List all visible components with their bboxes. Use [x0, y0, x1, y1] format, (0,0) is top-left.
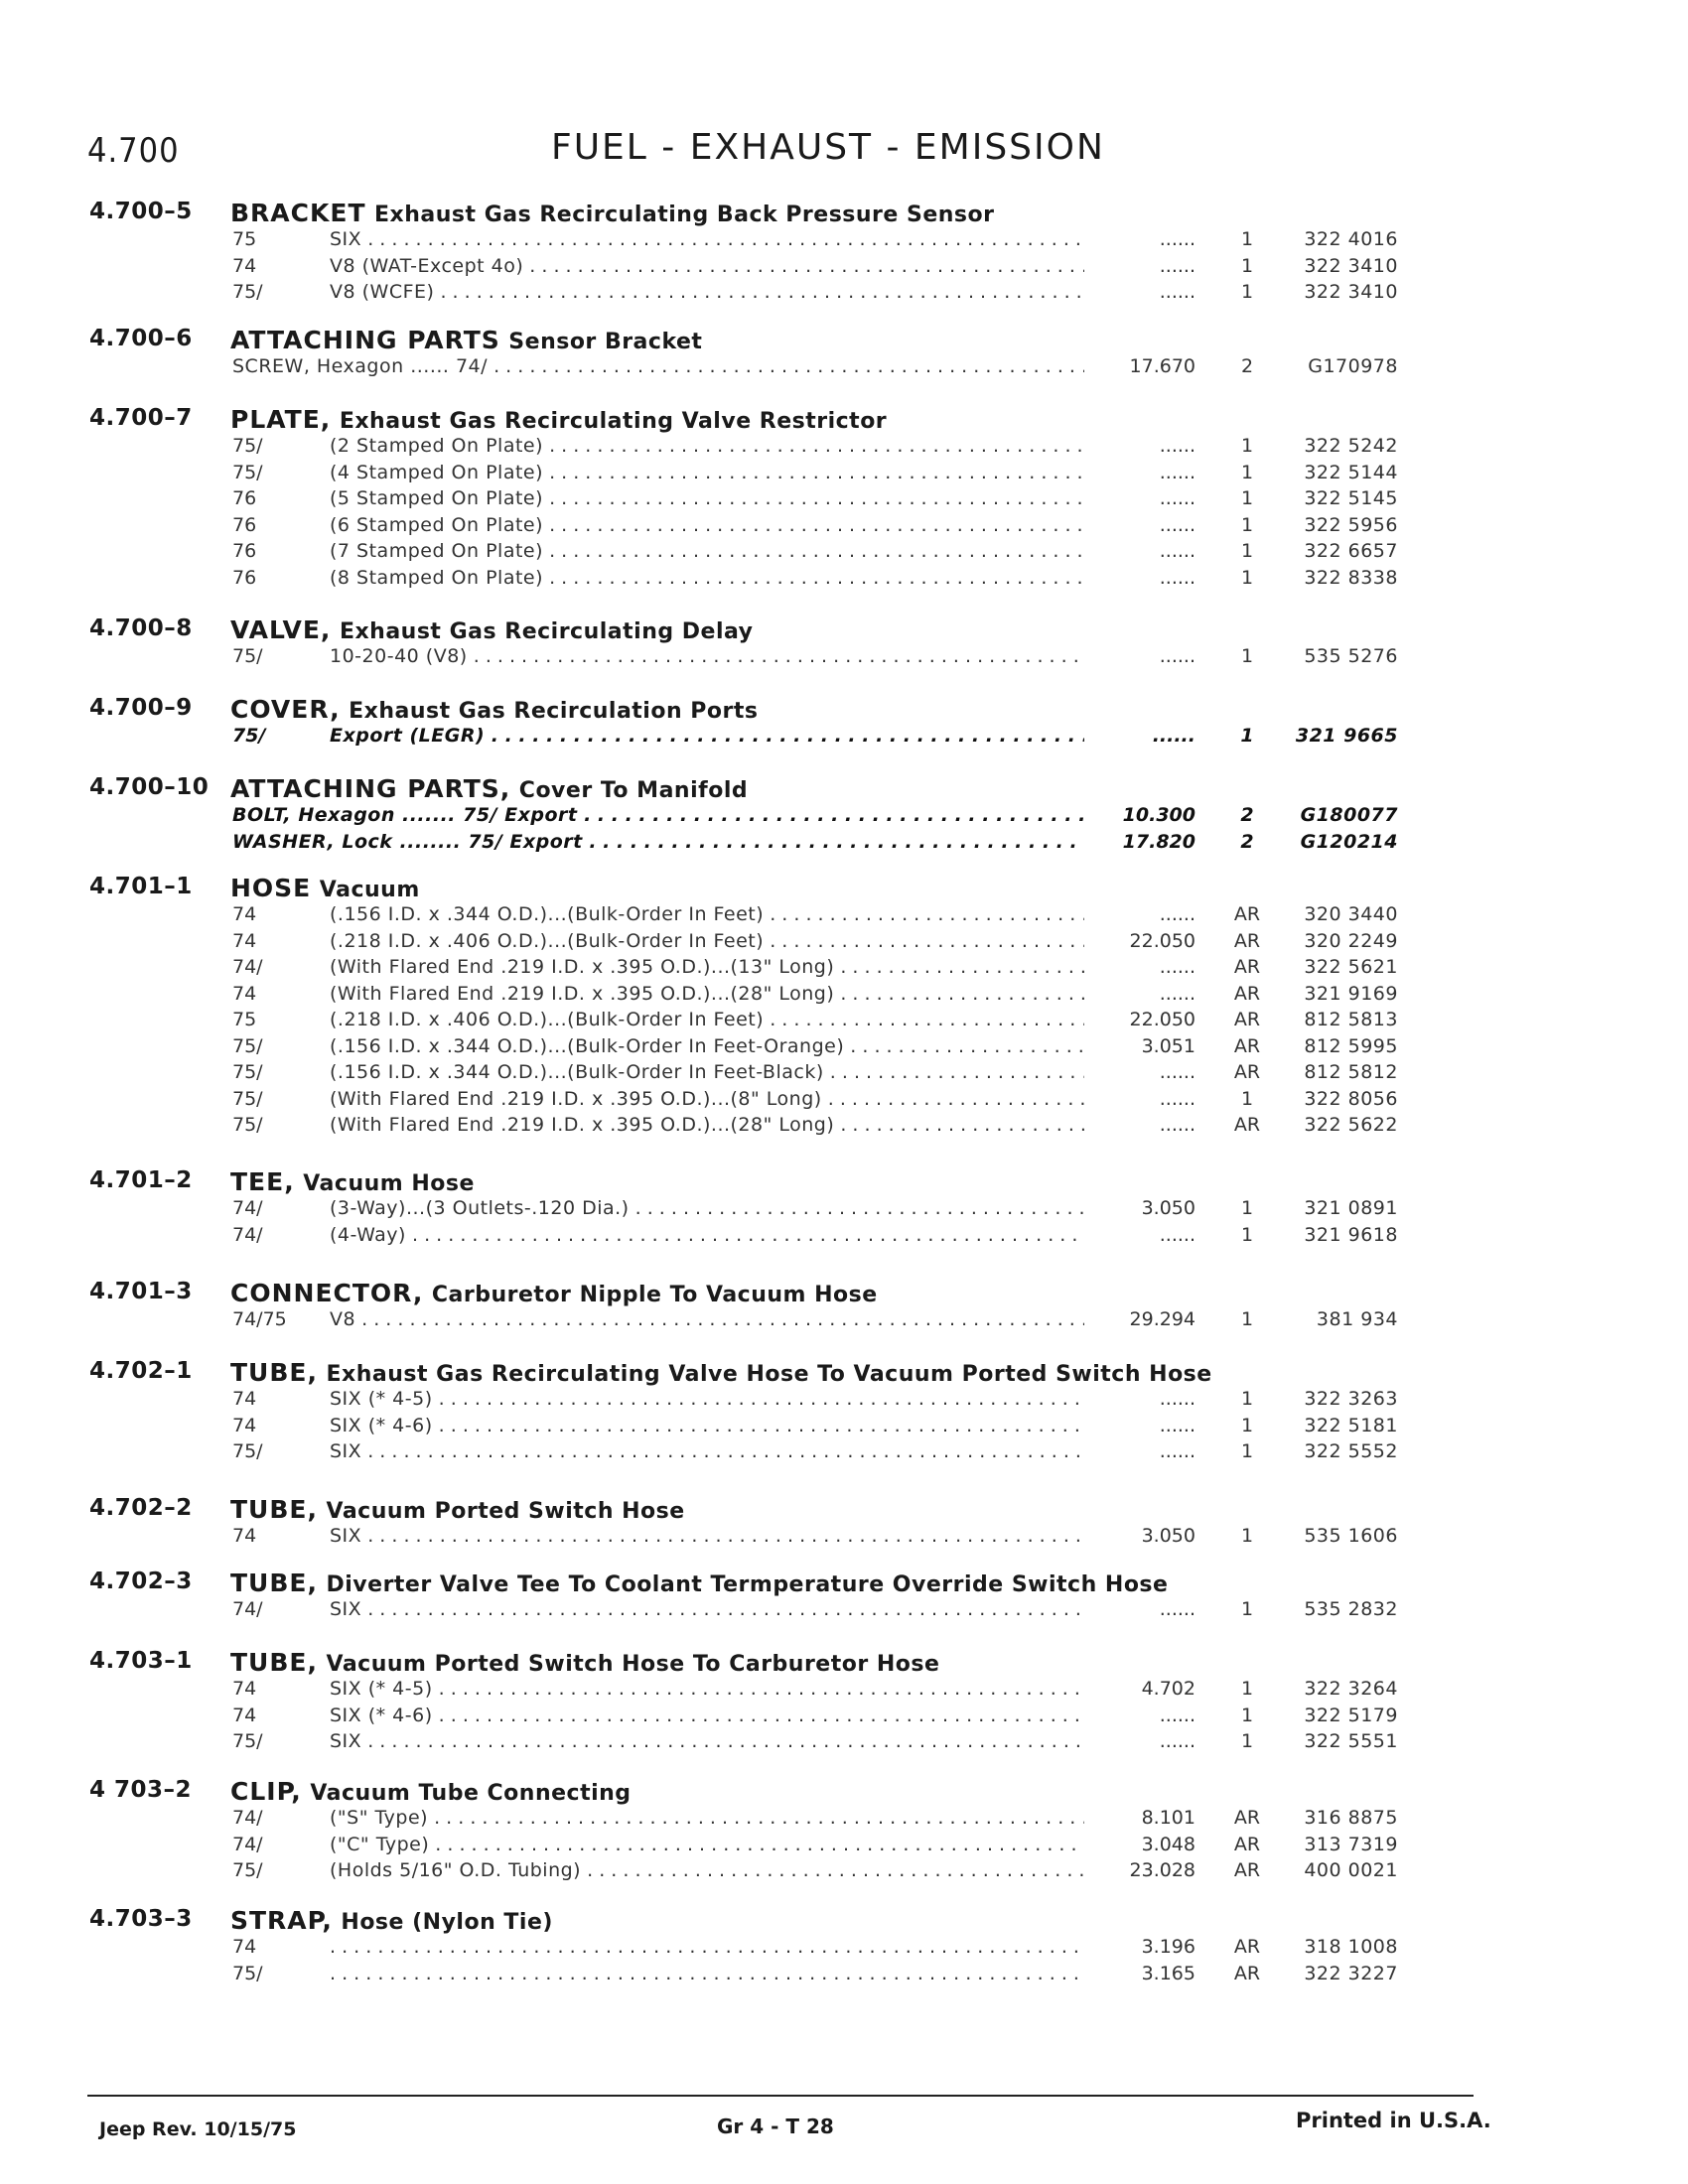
- illustration-ref: ......: [1159, 982, 1196, 1005]
- section-number: 4.700–6: [89, 326, 193, 351]
- illustration-ref: ......: [1159, 1730, 1196, 1752]
- part-description: (Holds 5/16" O.D. Tubing) . . .: [330, 1859, 1084, 1881]
- illustration-ref: ......: [1159, 956, 1196, 978]
- quantity: 1: [1240, 1087, 1254, 1110]
- quantity: AR: [1233, 1833, 1261, 1855]
- model-year: 75/: [232, 1440, 263, 1462]
- part-row: [0, 930, 1688, 956]
- quantity: AR: [1233, 1034, 1261, 1057]
- section-number: 4.700–9: [89, 695, 193, 721]
- quantity: AR: [1233, 1061, 1261, 1083]
- illustration-ref: ......: [1159, 1704, 1196, 1726]
- model-year: 74: [232, 929, 257, 952]
- quantity: 1: [1240, 487, 1254, 509]
- part-description: [330, 1963, 1084, 1984]
- illustration-ref: 17.820: [1122, 830, 1196, 853]
- quantity: 1: [1240, 435, 1254, 457]
- footer-revision: Jeep Rev. 10/15/75: [99, 2118, 297, 2140]
- part-row: [0, 567, 1688, 593]
- quantity: 1: [1240, 513, 1254, 536]
- section-number: 4.702–1: [89, 1358, 193, 1384]
- part-description: (6 Stamped On Plate) . . .: [330, 514, 1084, 536]
- model-year: 75/: [232, 645, 263, 667]
- section-title: TUBE,: [230, 1648, 318, 1677]
- part-number: 318 1008: [1304, 1936, 1398, 1958]
- part-row: [0, 1440, 1688, 1466]
- quantity: 1: [1240, 1308, 1254, 1330]
- section-title: TUBE,: [230, 1358, 318, 1387]
- part-description: (2 Stamped On Plate) . . .: [330, 435, 1084, 457]
- section-heading: [230, 1906, 553, 1935]
- part-description: SIX (* 4-5) . . .: [330, 1388, 1084, 1410]
- model-year: 75/: [232, 725, 266, 747]
- model-year: 74/: [232, 1807, 263, 1829]
- part-number: 321 9618: [1304, 1223, 1398, 1246]
- illustration-ref: ......: [1159, 1440, 1196, 1462]
- section-heading: [230, 326, 702, 354]
- section-title: TEE,: [230, 1167, 295, 1196]
- part-row: [0, 1415, 1688, 1440]
- section-number: 4.700–8: [89, 615, 193, 641]
- part-description: SIX (* 4-6) . . .: [330, 1705, 1084, 1726]
- section-heading: [230, 405, 887, 434]
- illustration-ref: ......: [1159, 903, 1196, 925]
- illustration-ref: ......: [1159, 540, 1196, 562]
- section-number: 4.701–1: [89, 874, 193, 899]
- part-description: 10-20-40 (V8) . . .: [330, 645, 1084, 667]
- footer-group-ref: Gr 4 - T 28: [717, 2115, 834, 2138]
- illustration-ref: 3.196: [1141, 1936, 1196, 1958]
- part-row: [0, 514, 1688, 540]
- illustration-ref: ......: [1159, 1598, 1196, 1620]
- illustration-ref: ......: [1159, 1414, 1196, 1436]
- illustration-ref: 10.300: [1122, 804, 1196, 826]
- model-year: 74/: [232, 1197, 263, 1219]
- part-row: [0, 645, 1688, 671]
- quantity: 1: [1240, 1414, 1254, 1436]
- section-title: TUBE,: [230, 1495, 318, 1524]
- part-number: 316 8875: [1304, 1807, 1398, 1829]
- part-row: [0, 487, 1688, 513]
- part-row: [0, 462, 1688, 487]
- part-description: (.156 I.D. x .344 O.D.)...(Bulk-Order In Feet-Black) . . .: [330, 1061, 1084, 1083]
- part-description: SCREW, Hexagon ...... 74/ . . .: [232, 355, 1084, 377]
- section-title: PLATE,: [230, 405, 332, 434]
- part-description: V8 . . .: [330, 1308, 1084, 1330]
- section-title: CLIP,: [230, 1777, 302, 1806]
- model-year: 74: [232, 1936, 257, 1958]
- part-description: SIX (* 4-6) . . .: [330, 1415, 1084, 1436]
- section-subtitle: Sensor Bracket: [508, 330, 703, 354]
- part-description: (With Flared End .219 I.D. x .395 O.D.)...(8" Long) . . .: [330, 1088, 1084, 1110]
- section-number: 4.700–5: [89, 199, 193, 224]
- illustration-ref: ......: [1159, 1223, 1196, 1246]
- part-number: 322 8056: [1304, 1087, 1398, 1110]
- part-row: [0, 540, 1688, 566]
- section-number: 4 703–2: [89, 1777, 193, 1803]
- quantity: 1: [1240, 228, 1254, 250]
- section-heading: [230, 1777, 632, 1806]
- part-row: [0, 228, 1688, 254]
- quantity: AR: [1233, 1962, 1261, 1984]
- section-heading: [230, 1358, 1212, 1387]
- illustration-ref: ......: [1159, 228, 1196, 250]
- model-year: 75/: [232, 281, 263, 303]
- part-row: [0, 903, 1688, 929]
- section-heading: [230, 1279, 878, 1307]
- part-number: 322 5145: [1304, 487, 1398, 509]
- section-subtitle: Hose (Nylon Tie): [341, 1910, 553, 1935]
- quantity: AR: [1233, 1859, 1261, 1881]
- part-number: G170978: [1308, 355, 1398, 377]
- part-row: [0, 1807, 1688, 1833]
- part-number: 322 6657: [1304, 540, 1398, 562]
- part-number: 322 5242: [1304, 435, 1398, 457]
- quantity: 1: [1240, 645, 1254, 667]
- illustration-ref: 3.050: [1141, 1525, 1196, 1547]
- section-title: ATTACHING PARTS,: [230, 774, 511, 803]
- page-title: FUEL - EXHAUST - EMISSION: [551, 127, 1105, 168]
- section-subtitle: Exhaust Gas Recirculating Valve Restrictor: [339, 409, 888, 434]
- quantity: 1: [1240, 1678, 1254, 1700]
- illustration-ref: 3.165: [1141, 1962, 1196, 1984]
- illustration-ref: ......: [1159, 1114, 1196, 1136]
- part-row: [0, 804, 1688, 830]
- section-heading: [230, 1167, 475, 1196]
- part-number: 322 5551: [1304, 1730, 1398, 1752]
- part-description: (.218 I.D. x .406 O.D.)...(Bulk-Order In Feet) . . .: [330, 1009, 1084, 1030]
- part-row: [0, 1730, 1688, 1756]
- part-number: 322 5179: [1304, 1704, 1398, 1726]
- section-number: 4.703–1: [89, 1648, 193, 1674]
- quantity: 1: [1240, 540, 1254, 562]
- part-description: (.218 I.D. x .406 O.D.)...(Bulk-Order In Feet) . . .: [330, 930, 1084, 952]
- part-row: [0, 281, 1688, 307]
- part-description: Export (LEGR) . . .: [330, 725, 1084, 747]
- illustration-ref: ......: [1159, 1087, 1196, 1110]
- part-row: [0, 1388, 1688, 1414]
- quantity: AR: [1233, 929, 1261, 952]
- section-title: BRACKET: [230, 199, 366, 227]
- part-description: (4-Way) . . .: [330, 1224, 1084, 1246]
- model-year: 74: [232, 254, 257, 277]
- page-number: 4.700: [87, 131, 180, 171]
- part-row: [0, 355, 1688, 381]
- illustration-ref: 23.028: [1129, 1859, 1196, 1881]
- section-title: CONNECTOR,: [230, 1279, 424, 1307]
- model-year: 74/: [232, 1833, 263, 1855]
- section-heading: [230, 695, 759, 724]
- part-number: 321 0891: [1304, 1197, 1398, 1219]
- part-description: SIX . . .: [330, 1598, 1084, 1620]
- section-subtitle: Exhaust Gas Recirculation Ports: [349, 699, 759, 724]
- part-number: 322 8338: [1304, 566, 1398, 589]
- quantity: 1: [1240, 725, 1254, 747]
- part-number: 321 9169: [1304, 982, 1398, 1005]
- model-year: 74: [232, 1525, 257, 1547]
- illustration-ref: ......: [1159, 1388, 1196, 1410]
- part-row: [0, 255, 1688, 281]
- part-description: ("C" Type) . . .: [330, 1834, 1084, 1855]
- quantity: AR: [1233, 1807, 1261, 1829]
- part-row: [0, 1114, 1688, 1140]
- quantity: 2: [1240, 804, 1254, 826]
- quantity: 2: [1240, 355, 1254, 377]
- part-number: G180077: [1300, 804, 1398, 826]
- part-number: 321 9665: [1295, 725, 1398, 747]
- part-number: 322 5144: [1304, 461, 1398, 483]
- quantity: AR: [1233, 903, 1261, 925]
- part-number: 812 5812: [1304, 1061, 1398, 1083]
- part-row: [0, 1061, 1688, 1087]
- part-row: [0, 956, 1688, 982]
- part-row: [0, 1834, 1688, 1859]
- section-subtitle: Vacuum Hose: [303, 1171, 475, 1196]
- section-subtitle: Diverter Valve Tee To Coolant Termperature Override Switch Hose: [326, 1572, 1169, 1597]
- part-row: [0, 1224, 1688, 1250]
- part-row: [0, 1525, 1688, 1551]
- model-year: 75/: [232, 435, 263, 457]
- part-number: 535 1606: [1304, 1525, 1398, 1547]
- model-year: 76: [232, 487, 257, 509]
- part-description: SIX . . .: [330, 1440, 1084, 1462]
- quantity: 1: [1240, 566, 1254, 589]
- model-year: 74: [232, 1388, 257, 1410]
- part-description: SIX . . .: [330, 228, 1084, 250]
- section-subtitle: Exhaust Gas Recirculating Delay: [339, 619, 754, 644]
- model-year: 74/: [232, 956, 263, 978]
- part-row: [0, 1963, 1688, 1988]
- part-row: [0, 1859, 1688, 1885]
- model-year: 74/75: [232, 1308, 287, 1330]
- model-year: 75/: [232, 1859, 263, 1881]
- part-description: WASHER, Lock ........ 75/ Export . . .: [232, 831, 1084, 853]
- part-number: 322 5552: [1304, 1440, 1398, 1462]
- footer-printed: Printed in U.S.A.: [1296, 2109, 1491, 2132]
- quantity: 1: [1240, 1223, 1254, 1246]
- part-description: (With Flared End .219 I.D. x .395 O.D.)...(28" Long) . . .: [330, 983, 1084, 1005]
- section-subtitle: Vacuum Ported Switch Hose: [326, 1499, 685, 1524]
- model-year: 75/: [232, 1034, 263, 1057]
- part-number: 381 934: [1316, 1308, 1398, 1330]
- quantity: 1: [1240, 1525, 1254, 1547]
- part-description: (7 Stamped On Plate) . . .: [330, 540, 1084, 562]
- section-subtitle: Vacuum: [319, 878, 420, 902]
- quantity: AR: [1233, 982, 1261, 1005]
- part-number: 322 3227: [1304, 1962, 1398, 1984]
- part-row: [0, 1088, 1688, 1114]
- model-year: 74: [232, 903, 257, 925]
- section-subtitle: Vacuum Ported Switch Hose To Carburetor Hose: [326, 1652, 940, 1677]
- illustration-ref: ......: [1159, 513, 1196, 536]
- part-number: 320 2249: [1304, 929, 1398, 952]
- quantity: 1: [1240, 1388, 1254, 1410]
- illustration-ref: ......: [1159, 566, 1196, 589]
- section-heading: [230, 774, 748, 803]
- section-number: 4.700–7: [89, 405, 193, 431]
- model-year: 74: [232, 1678, 257, 1700]
- illustration-ref: ......: [1159, 487, 1196, 509]
- part-number: 322 4016: [1304, 228, 1398, 250]
- section-number: 4.702–3: [89, 1569, 193, 1594]
- part-description: (With Flared End .219 I.D. x .395 O.D.)...(28" Long) . . .: [330, 1114, 1084, 1136]
- section-subtitle: Carburetor Nipple To Vacuum Hose: [431, 1283, 878, 1307]
- part-number: 322 3410: [1304, 254, 1398, 277]
- model-year: 75/: [232, 1114, 263, 1136]
- part-description: SIX (* 4-5) . . .: [330, 1678, 1084, 1700]
- part-description: (.156 I.D. x .344 O.D.)...(Bulk-Order In Feet) . . .: [330, 903, 1084, 925]
- section-title: HOSE: [230, 874, 312, 902]
- part-row: [0, 1009, 1688, 1034]
- section-number: 4.703–3: [89, 1906, 193, 1932]
- section-number: 4.700–10: [89, 774, 210, 800]
- section-heading: [230, 199, 994, 227]
- part-number: 322 5181: [1304, 1414, 1398, 1436]
- model-year: 75/: [232, 1730, 263, 1752]
- model-year: 74: [232, 982, 257, 1005]
- part-number: 322 5956: [1304, 513, 1398, 536]
- part-description: (3-Way)...(3 Outlets-.120 Dia.) . . .: [330, 1197, 1084, 1219]
- part-description: (4 Stamped On Plate) . . .: [330, 462, 1084, 483]
- part-row: [0, 983, 1688, 1009]
- part-description: ("S" Type) . . .: [330, 1807, 1084, 1829]
- model-year: 76: [232, 540, 257, 562]
- part-number: G120214: [1300, 830, 1398, 853]
- footer-divider: [87, 2095, 1474, 2097]
- quantity: 1: [1240, 1440, 1254, 1462]
- model-year: 75/: [232, 1962, 263, 1984]
- illustration-ref: ......: [1159, 645, 1196, 667]
- illustration-ref: ......: [1159, 461, 1196, 483]
- part-number: 322 3410: [1304, 281, 1398, 303]
- section-subtitle: Vacuum Tube Connecting: [310, 1781, 632, 1806]
- model-year: 76: [232, 566, 257, 589]
- part-description: BOLT, Hexagon ....... 75/ Export . . .: [232, 804, 1084, 826]
- quantity: 1: [1240, 1598, 1254, 1620]
- part-description: [330, 1936, 1084, 1958]
- model-year: 75/: [232, 1061, 263, 1083]
- illustration-ref: ......: [1159, 1061, 1196, 1083]
- model-year: 75: [232, 228, 257, 250]
- quantity: AR: [1233, 1936, 1261, 1958]
- quantity: 1: [1240, 1704, 1254, 1726]
- section-number: 4.701–3: [89, 1279, 193, 1304]
- illustration-ref: 3.048: [1141, 1833, 1196, 1855]
- part-number: 400 0021: [1304, 1859, 1398, 1881]
- part-description: (.156 I.D. x .344 O.D.)...(Bulk-Order In Feet-Orange) . . .: [330, 1035, 1084, 1057]
- part-number: 535 5276: [1304, 645, 1398, 667]
- part-number: 322 3264: [1304, 1678, 1398, 1700]
- part-description: V8 (WCFE) . . .: [330, 281, 1084, 303]
- part-number: 313 7319: [1304, 1833, 1398, 1855]
- illustration-ref: 29.294: [1129, 1308, 1196, 1330]
- part-row: [0, 831, 1688, 857]
- section-heading: [230, 1495, 685, 1524]
- section-heading: [230, 1569, 1168, 1597]
- section-heading: [230, 874, 420, 902]
- part-number: 812 5995: [1304, 1034, 1398, 1057]
- section-heading: [230, 1648, 939, 1677]
- section-title: TUBE,: [230, 1569, 318, 1597]
- part-number: 812 5813: [1304, 1009, 1398, 1030]
- illustration-ref: 3.050: [1141, 1197, 1196, 1219]
- section-title: VALVE,: [230, 615, 332, 644]
- section-subtitle: Cover To Manifold: [518, 778, 749, 803]
- part-row: [0, 1197, 1688, 1223]
- illustration-ref: 3.051: [1141, 1034, 1196, 1057]
- part-row: [0, 1308, 1688, 1334]
- illustration-ref: 22.050: [1129, 1009, 1196, 1030]
- part-row: [0, 1598, 1688, 1624]
- illustration-ref: ......: [1159, 254, 1196, 277]
- section-title: COVER,: [230, 695, 341, 724]
- quantity: AR: [1233, 1114, 1261, 1136]
- part-row: [0, 1936, 1688, 1962]
- quantity: 1: [1240, 461, 1254, 483]
- model-year: 75/: [232, 461, 263, 483]
- section-subtitle: Exhaust Gas Recirculating Back Pressure Sensor: [374, 203, 995, 227]
- part-description: (With Flared End .219 I.D. x .395 O.D.)...(13" Long) . . .: [330, 956, 1084, 978]
- part-description: SIX . . .: [330, 1730, 1084, 1752]
- illustration-ref: 8.101: [1141, 1807, 1196, 1829]
- illustration-ref: ......: [1159, 281, 1196, 303]
- quantity: 2: [1240, 830, 1254, 853]
- part-row: [0, 1678, 1688, 1704]
- section-number: 4.702–2: [89, 1495, 193, 1521]
- quantity: 1: [1240, 1197, 1254, 1219]
- quantity: AR: [1233, 956, 1261, 978]
- quantity: 1: [1240, 1730, 1254, 1752]
- part-row: [0, 725, 1688, 751]
- section-title: ATTACHING PARTS: [230, 326, 500, 354]
- quantity: 1: [1240, 281, 1254, 303]
- illustration-ref: 17.670: [1129, 355, 1196, 377]
- part-description: (8 Stamped On Plate) . . .: [330, 567, 1084, 589]
- part-number: 320 3440: [1304, 903, 1398, 925]
- illustration-ref: 22.050: [1129, 929, 1196, 952]
- model-year: 75: [232, 1009, 257, 1030]
- part-row: [0, 1705, 1688, 1730]
- model-year: 75/: [232, 1087, 263, 1110]
- section-heading: [230, 615, 754, 644]
- part-number: 535 2832: [1304, 1598, 1398, 1620]
- illustration-ref: ......: [1159, 435, 1196, 457]
- part-number: 322 5621: [1304, 956, 1398, 978]
- model-year: 76: [232, 513, 257, 536]
- model-year: 74: [232, 1704, 257, 1726]
- part-number: 322 3263: [1304, 1388, 1398, 1410]
- part-row: [0, 435, 1688, 461]
- quantity: AR: [1233, 1009, 1261, 1030]
- part-row: [0, 1035, 1688, 1061]
- quantity: 1: [1240, 254, 1254, 277]
- illustration-ref: 4.702: [1141, 1678, 1196, 1700]
- section-subtitle: Exhaust Gas Recirculating Valve Hose To Vacuum Ported Switch Hose: [326, 1362, 1212, 1387]
- section-title: STRAP,: [230, 1906, 333, 1935]
- model-year: 74/: [232, 1223, 263, 1246]
- section-number: 4.701–2: [89, 1167, 193, 1193]
- model-year: 74: [232, 1414, 257, 1436]
- part-description: (5 Stamped On Plate) . . .: [330, 487, 1084, 509]
- illustration-ref: ......: [1152, 725, 1196, 747]
- part-number: 322 5622: [1304, 1114, 1398, 1136]
- part-description: V8 (WAT-Except 4o) . . .: [330, 255, 1084, 277]
- part-description: SIX . . .: [330, 1525, 1084, 1547]
- model-year: 74/: [232, 1598, 263, 1620]
